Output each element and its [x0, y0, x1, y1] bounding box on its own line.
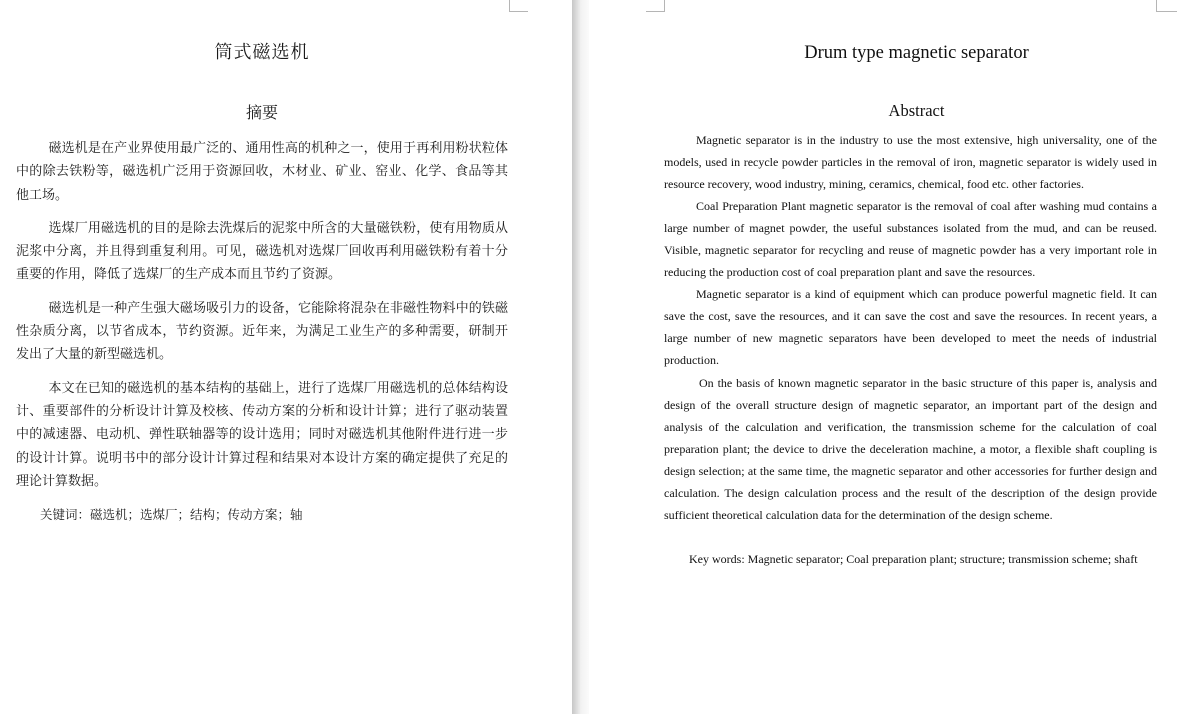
abstract-paragraph: Magnetic separator is in the industry to use the most extensive, high universality, one of the models, used in recycle powder particles in the removal of iron, magnetic separator is widely used in resource recovery, wood industry, mining, ceramics, chemical, food etc. other factories.	[664, 133, 1157, 192]
keywords-line: 关键词：磁选机；选煤厂；结构；传动方案；轴	[40, 507, 303, 523]
abstract-paragraph: 磁选机是一种产生强大磁场吸引力的设备，它能除将混杂在非磁性物料中的铁磁性杂质分离，以节省成本，节约资源。近年来，为满足工业生产的多种需要，研制开发出了大量的新型磁选机。	[16, 300, 508, 363]
page-title: 筒式磁选机	[214, 42, 310, 63]
abstract-paragraph: 选煤厂用磁选机的目的是除去洗煤后的泥浆中所含的大量磁铁粉，使有用物质从泥浆中分离，并且得到重复利用。可见，磁选机对选煤厂回收再利用磁铁粉有着十分重要的作用，降低了选煤厂的生产成本而且节约了资源。	[16, 220, 508, 283]
abstract-paragraph: 磁选机是在产业界使用最广泛的、通用性高的机种之一，使用于再利用粉状粒体中的除去铁粉等，磁选机广泛用于资源回收，木材业、矿业、窑业、化学、食品等其他工场。	[16, 141, 508, 203]
abstract-body	[664, 129, 1157, 570]
abstract-heading: 摘要	[245, 103, 278, 122]
document-page-english	[589, 0, 1178, 714]
abstract-paragraph: Magnetic separator is a kind of equipment which can produce powerful magnetic field. It can save the cost, save the resources, and it can save the cost and save the resources. In recent years, a large number of new magnetic separators have been developed to meet the needs of industrial production.	[664, 287, 1157, 368]
page-title: Drum type magnetic separator	[804, 43, 1029, 63]
abstract-paragraph: 本文在已知的磁选机的基本结构的基础上，进行了选煤厂用磁选机的总体结构设计、重要部件的分析设计计算及校核、传动方案的分析和设计计算；进行了驱动装置中的减速器、电动机、弹性联轴器等的设计选用；同时对磁选机其他附件进行进一步的设计计算。说明书中的部分设计计算过程和结果对本设计方案的确定提供了充足的理论计算数据。	[16, 380, 508, 489]
abstract-heading: Abstract	[888, 101, 945, 120]
page-gutter	[572, 0, 589, 714]
abstract-body	[16, 137, 508, 526]
abstract-paragraph: Coal Preparation Plant magnetic separator is the removal of coal after washing mud contains a large number of magnet powder, the useful substances isolated from the mud, and can be reused. Visible, magnetic separator for recycling and reuse of magnetic powder has a very important role in reducing the production cost of coal preparation plant and save the resources.	[664, 199, 1157, 280]
page-corner-mark	[646, 0, 665, 12]
document-page-chinese	[0, 0, 572, 714]
page-corner-mark	[509, 0, 528, 12]
abstract-paragraph: On the basis of known magnetic separator in the basic structure of this paper is, analysis and design of the overall structure design of magnetic separator, an important part of the design and analysis of the calculation and verification, the transmission scheme for the calculation of coal preparation plant; the device to drive the deceleration machine, a motor, a flexible shaft coupling is design selection; at the same time, the magnetic separator and other accessories for further design and calculation. The design calculation process and the result of the description of the design provide sufficient theoretical calculation data for the determination of the design scheme.	[664, 375, 1157, 522]
keywords-line: Key words: Magnetic separator; Coal preparation plant; structure; transmission scheme; shaft	[689, 551, 1138, 566]
page-corner-mark	[1156, 0, 1177, 12]
